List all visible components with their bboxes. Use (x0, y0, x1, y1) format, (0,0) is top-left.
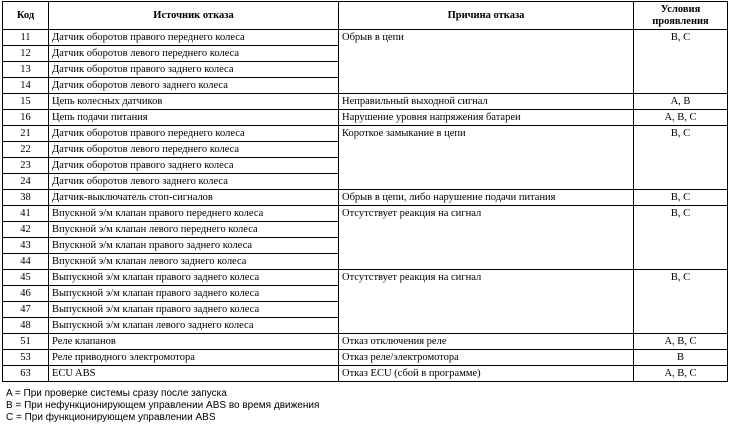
cell-conditions: B, C (634, 270, 728, 334)
cell-code: 14 (3, 78, 49, 94)
header-row (3, 2, 728, 30)
cell-source: Датчик оборотов левого заднего колеса (49, 78, 339, 94)
cell-code: 46 (3, 286, 49, 302)
header-code: Код (3, 2, 49, 30)
cell-conditions: B (634, 350, 728, 366)
cell-cause: Обрыв в цепи (339, 30, 634, 94)
cell-cause: Отказ отключения реле (339, 334, 634, 350)
cell-code: 53 (3, 350, 49, 366)
legend-line-a: A = При проверке системы сразу после запуска (6, 388, 227, 399)
legend-line-c: C = При функционирующем управлении ABS (6, 412, 216, 423)
cell-code: 13 (3, 62, 49, 78)
cell-source: Выпускной э/м клапан левого заднего колеса (49, 318, 339, 334)
legend-line-b: B = При нефункционирующем управлении ABS во время движения (6, 400, 320, 411)
cell-conditions: B, C (634, 206, 728, 270)
table-row (3, 206, 728, 222)
header-cause: Причина отказа (339, 2, 634, 30)
fault-code-table (2, 1, 728, 382)
cell-code: 45 (3, 270, 49, 286)
cell-code: 51 (3, 334, 49, 350)
cell-code: 44 (3, 254, 49, 270)
cell-source: Выпускной э/м клапан правого заднего колеса (49, 302, 339, 318)
cell-code: 11 (3, 30, 49, 46)
table-row (3, 350, 728, 366)
cell-source: Впускной э/м клапан левого заднего колеса (49, 254, 339, 270)
cell-source: Реле приводного электромотора (49, 350, 339, 366)
cell-code: 38 (3, 190, 49, 206)
cell-conditions: A, B, C (634, 110, 728, 126)
cell-code: 15 (3, 94, 49, 110)
cell-source: Датчик-выключатель стоп-сигналов (49, 190, 339, 206)
table-row (3, 94, 728, 110)
cell-source: Цепь подачи питания (49, 110, 339, 126)
cell-source: Датчик оборотов правого заднего колеса (49, 62, 339, 78)
cell-source: Датчик оборотов левого заднего колеса (49, 174, 339, 190)
header-conditions: Условия проявления (634, 2, 728, 30)
cell-source: Датчик оборотов левого переднего колеса (49, 142, 339, 158)
cell-conditions: B, C (634, 30, 728, 94)
table-row (3, 126, 728, 142)
cell-cause: Обрыв в цепи, либо нарушение подачи питания (339, 190, 634, 206)
cell-code: 41 (3, 206, 49, 222)
cell-source: Выпускной э/м клапан правого заднего колеса (49, 270, 339, 286)
cell-code: 21 (3, 126, 49, 142)
cell-conditions: A, B, C (634, 334, 728, 350)
cell-cause: Отсутствует реакция на сигнал (339, 270, 634, 334)
table-row (3, 270, 728, 286)
cell-code: 23 (3, 158, 49, 174)
cell-cause: Нарушение уровня напряжения батареи (339, 110, 634, 126)
cell-cause: Отказ реле/электромотора (339, 350, 634, 366)
cell-source: Цепь колесных датчиков (49, 94, 339, 110)
cell-conditions: A, B, C (634, 366, 728, 382)
cell-code: 42 (3, 222, 49, 238)
cell-source: ECU ABS (49, 366, 339, 382)
table-row (3, 30, 728, 46)
cell-source: Датчик оборотов правого переднего колеса (49, 126, 339, 142)
cell-conditions: A, B (634, 94, 728, 110)
cell-cause: Короткое замыкание в цепи (339, 126, 634, 190)
cell-code: 48 (3, 318, 49, 334)
table-row (3, 110, 728, 126)
cell-source: Датчик оборотов левого переднего колеса (49, 46, 339, 62)
cell-cause: Отказ ECU (сбой в программе) (339, 366, 634, 382)
table-row (3, 334, 728, 350)
cell-code: 47 (3, 302, 49, 318)
cell-source: Впускной э/м клапан правого переднего колеса (49, 206, 339, 222)
cell-code: 63 (3, 366, 49, 382)
cell-source: Реле клапанов (49, 334, 339, 350)
table-row (3, 190, 728, 206)
cell-code: 22 (3, 142, 49, 158)
cell-source: Выпускной э/м клапан правого заднего колеса (49, 286, 339, 302)
cell-code: 43 (3, 238, 49, 254)
cell-conditions: B, C (634, 190, 728, 206)
cell-code: 12 (3, 46, 49, 62)
cell-source: Датчик оборотов правого заднего колеса (49, 158, 339, 174)
cell-cause: Отсутствует реакция на сигнал (339, 206, 634, 270)
header-source: Источник отказа (49, 2, 339, 30)
cell-source: Датчик оборотов правого переднего колеса (49, 30, 339, 46)
cell-code: 24 (3, 174, 49, 190)
cell-conditions: B, C (634, 126, 728, 190)
cell-code: 16 (3, 110, 49, 126)
table-row (3, 366, 728, 382)
cell-cause: Неправильный выходной сигнал (339, 94, 634, 110)
cell-source: Впускной э/м клапан правого заднего колеса (49, 238, 339, 254)
cell-source: Впускной э/м клапан левого переднего колеса (49, 222, 339, 238)
